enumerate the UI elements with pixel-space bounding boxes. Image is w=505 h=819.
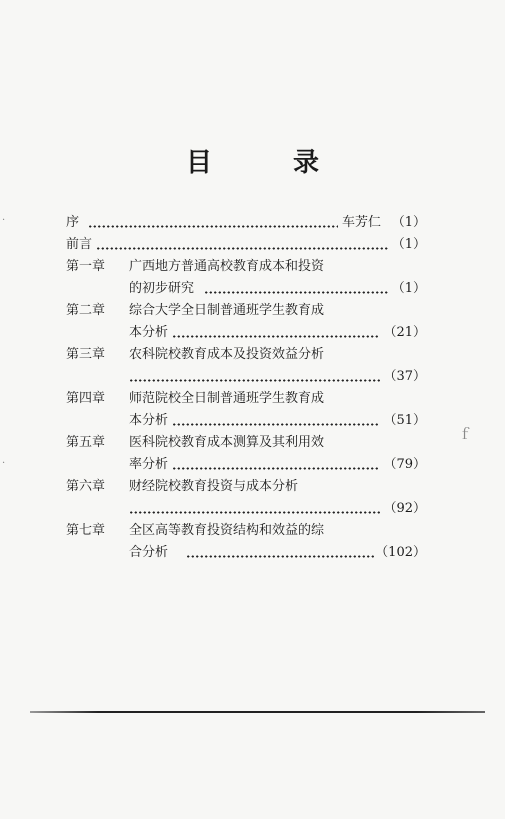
- toc-lead: 第六章: [66, 479, 106, 494]
- toc-title: 师范院校全日制普通班学生教育成: [129, 391, 325, 406]
- dot-leader: [96, 247, 388, 250]
- toc-title-cont: 合分析: [129, 545, 169, 560]
- toc-entry-chapter-6-cont: [66, 498, 426, 520]
- dot-leader: [172, 467, 380, 470]
- dot-leader: [129, 511, 380, 514]
- toc-entry-chapter-1[interactable]: [66, 256, 426, 278]
- toc-entry-chapter-4[interactable]: [66, 388, 426, 410]
- toc-page-number: （92）: [383, 501, 426, 516]
- toc-entry-chapter-1-cont: [66, 278, 426, 300]
- toc-title-cont: 本分析: [129, 413, 169, 428]
- toc-title: 全区高等教育投资结构和效益的综: [129, 523, 325, 538]
- toc-entry-chapter-4-cont: [66, 410, 426, 432]
- toc-entry-chapter-3[interactable]: [66, 344, 426, 366]
- dot-leader: [204, 291, 388, 294]
- toc-lead: 第四章: [66, 391, 106, 406]
- toc-title: 综合大学全日制普通班学生教育成: [129, 303, 325, 318]
- toc-lead: 第二章: [66, 303, 106, 318]
- toc-title: 财经院校教育投资与成本分析: [129, 479, 299, 494]
- toc-lead: 序: [66, 215, 80, 230]
- toc-title-cont: 的初步研究: [129, 281, 195, 296]
- toc-author: 车芳仁: [342, 215, 382, 230]
- toc-entry-chapter-6[interactable]: [66, 476, 426, 498]
- dot-leader: [172, 423, 380, 426]
- toc-entry-preface[interactable]: [66, 212, 426, 234]
- toc-page-number: （37）: [383, 369, 426, 384]
- toc-page-number: （1）: [391, 237, 426, 252]
- toc-title-cont: 率分析: [129, 457, 169, 472]
- toc-entry-chapter-7[interactable]: [66, 520, 426, 542]
- toc-lead: 前言: [66, 237, 93, 252]
- toc-page-number: （21）: [383, 325, 426, 340]
- toc-entry-chapter-5[interactable]: [66, 432, 426, 454]
- toc-lead: 第五章: [66, 435, 106, 450]
- toc-entry-chapter-3-cont: [66, 366, 426, 388]
- scan-mark: ｆ: [458, 427, 472, 443]
- dot-leader: [129, 379, 380, 382]
- table-of-contents: [66, 212, 426, 564]
- toc-page-number: （1）: [391, 215, 426, 230]
- scan-mark: ·: [2, 215, 6, 226]
- dot-leader: [186, 555, 374, 558]
- toc-entry-foreword[interactable]: [66, 234, 426, 256]
- dot-leader: [172, 335, 380, 338]
- toc-entry-chapter-5-cont: [66, 454, 426, 476]
- toc-lead: 第三章: [66, 347, 106, 362]
- toc-lead: 第七章: [66, 523, 106, 538]
- toc-page-number: （1）: [391, 281, 426, 296]
- page-title: 目 录: [185, 148, 356, 178]
- bottom-rule: [30, 711, 485, 713]
- toc-entry-chapter-2-cont: [66, 322, 426, 344]
- toc-title: 医科院校教育成本测算及其利用效: [129, 435, 325, 450]
- toc-title: 农科院校教育成本及投资效益分析: [129, 347, 325, 362]
- dot-leader: [88, 225, 338, 228]
- toc-title: 广西地方普通高校教育成本和投资: [129, 259, 325, 274]
- toc-page-number: （102）: [375, 545, 426, 560]
- toc-page-number: （79）: [383, 457, 426, 472]
- toc-entry-chapter-2[interactable]: [66, 300, 426, 322]
- toc-entry-chapter-7-cont: [66, 542, 426, 564]
- toc-lead: 第一章: [66, 259, 106, 274]
- toc-title-cont: 本分析: [129, 325, 169, 340]
- scan-mark: ·: [2, 458, 6, 469]
- toc-page-number: （51）: [383, 413, 426, 428]
